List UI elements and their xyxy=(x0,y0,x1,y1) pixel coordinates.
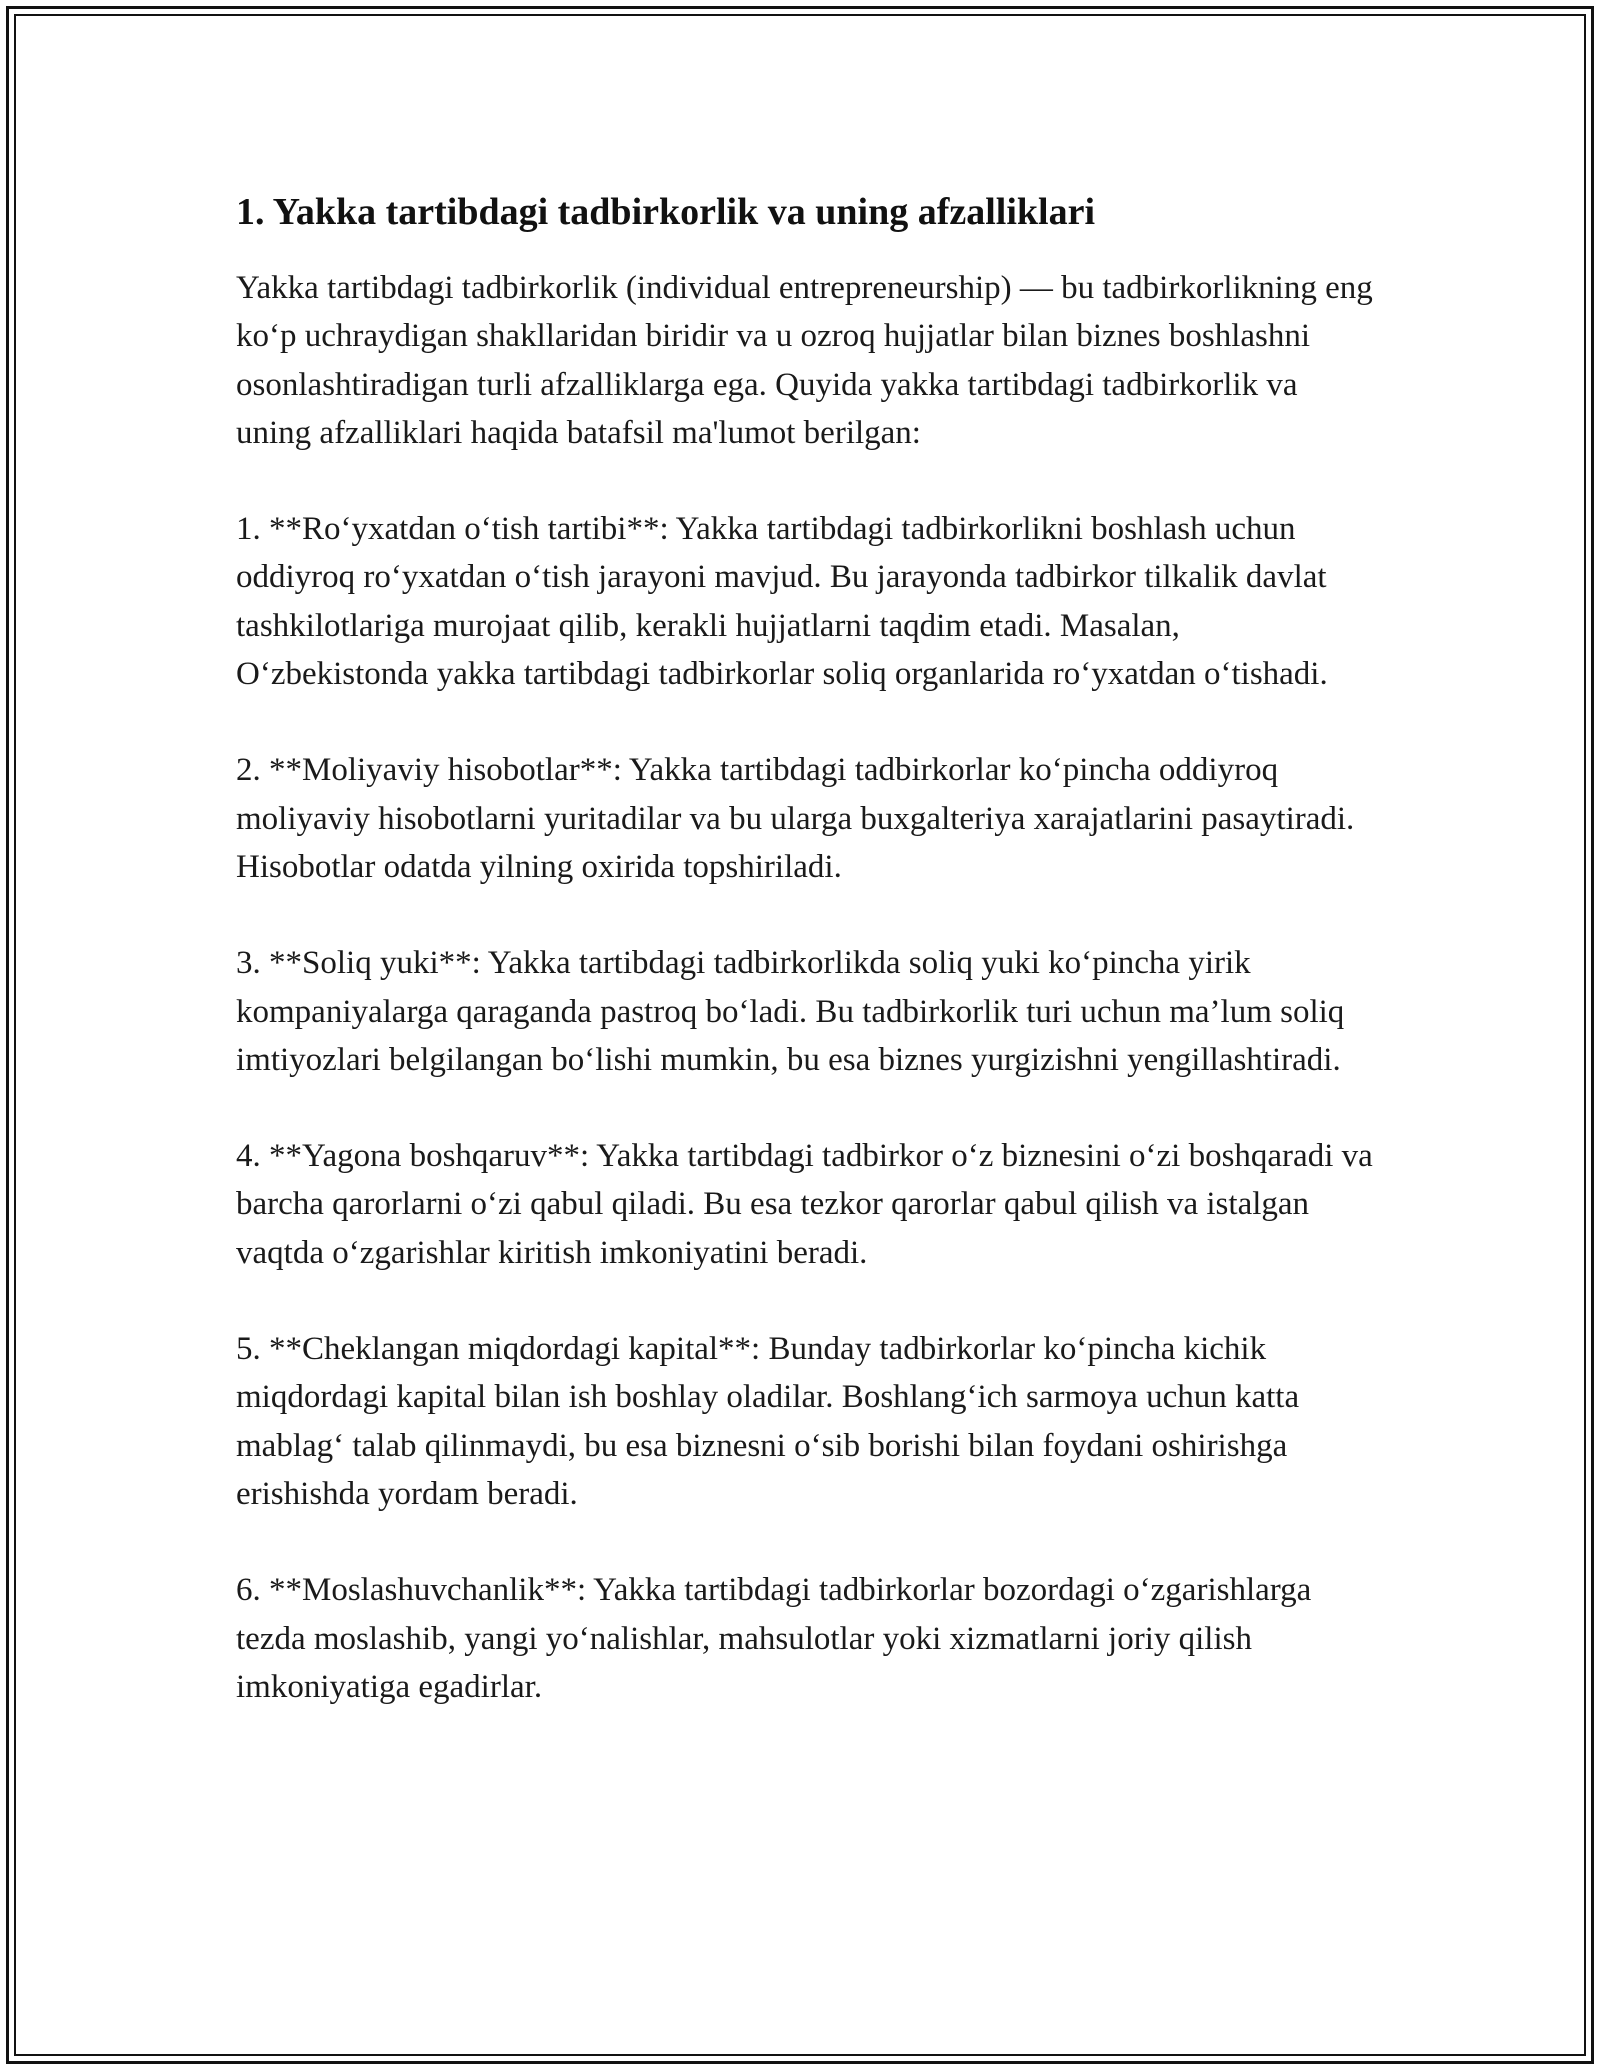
intro-paragraph: Yakka tartibdagi tadbirkorlik (individual entrepreneurship) — bu tadbirkorlikning eng ko‘p uchraydigan shakllaridan biridir va u ozroq hujjatlar bilan biznes boshlashni osonlashtiradigan turli afzalliklarga ega. Quyida yakka tartibdagi tadbirkorlik va uning afzalliklari haqida batafsil ma'lumot berilgan: xyxy=(236,270,1373,451)
list-item-financial-reports: 2. **Moliyaviy hisobotlar**: Yakka tartibdagi tadbirkorlar ko‘pincha oddiyroq moliyaviy hisobotlarni yuritadilar va bu ularga buxgalteriya xarajatlarini pasaytiradi. Hisobotlar odatda yilning oxirida topshiriladi. xyxy=(236,752,1355,885)
list-item-registration: 1. **Ro‘yxatdan o‘tish tartibi**: Yakka tartibdagi tadbirkorlikni boshlash uchun oddiyroq ro‘yxatdan o‘tish jarayoni mavjud. Bu jarayonda tadbirkor tilkalik davlat tashkilotlariga murojaat qilib, kerakli hujjatlarni taqdim etadi. Masalan, O‘zbekistonda yakka tartibdagi tadbirkorlar soliq organlarida ro‘yxatdan o‘tishadi. xyxy=(236,511,1328,693)
list-item-flexibility: 6. **Moslashuvchanlik**: Yakka tartibdagi tadbirkorlar bozordagi o‘zgarishlarga tezda moslashib, yangi yo‘nalishlar, mahsulotlar yoki xizmatlarni joriy qilish imkoniyatiga egadirlar. xyxy=(236,1572,1312,1705)
list-item-tax-burden: 3. **Soliq yuki**: Yakka tartibdagi tadbirkorlikda soliq yuki ko‘pincha yirik kompaniyalarga qaraganda pastroq bo‘ladi. Bu tadbirkorlik turi uchun ma’lum soliq imtiyozlari belgilangan bo‘lishi mumkin, bu esa biznes yurgizishni yengillashtiradi. xyxy=(236,945,1345,1078)
list-item-single-management: 4. **Yagona boshqaruv**: Yakka tartibdagi tadbirkor o‘z biznesini o‘zi boshqaradi va barcha qarorlarni o‘zi qabul qiladi. Bu esa tezkor qarorlar qabul qilish va istalgan vaqtda o‘zgarishlar kiritish imkoniyatini beradi. xyxy=(236,1138,1373,1271)
document-body xyxy=(236,188,1376,1759)
document-title: 1. Yakka tartibdagi tadbirkorlik va uning afzalliklari xyxy=(236,191,1096,233)
list-item-limited-capital: 5. **Cheklangan miqdordagi kapital**: Bunday tadbirkorlar ko‘pincha kichik miqdordagi kapital bilan ish boshlay oladilar. Boshlang‘ich sarmoya uchun katta mablag‘ talab qilinmaydi, bu esa biznesni o‘sib borishi bilan foydani oshirishga erishishda yordam beradi. xyxy=(236,1331,1300,1512)
